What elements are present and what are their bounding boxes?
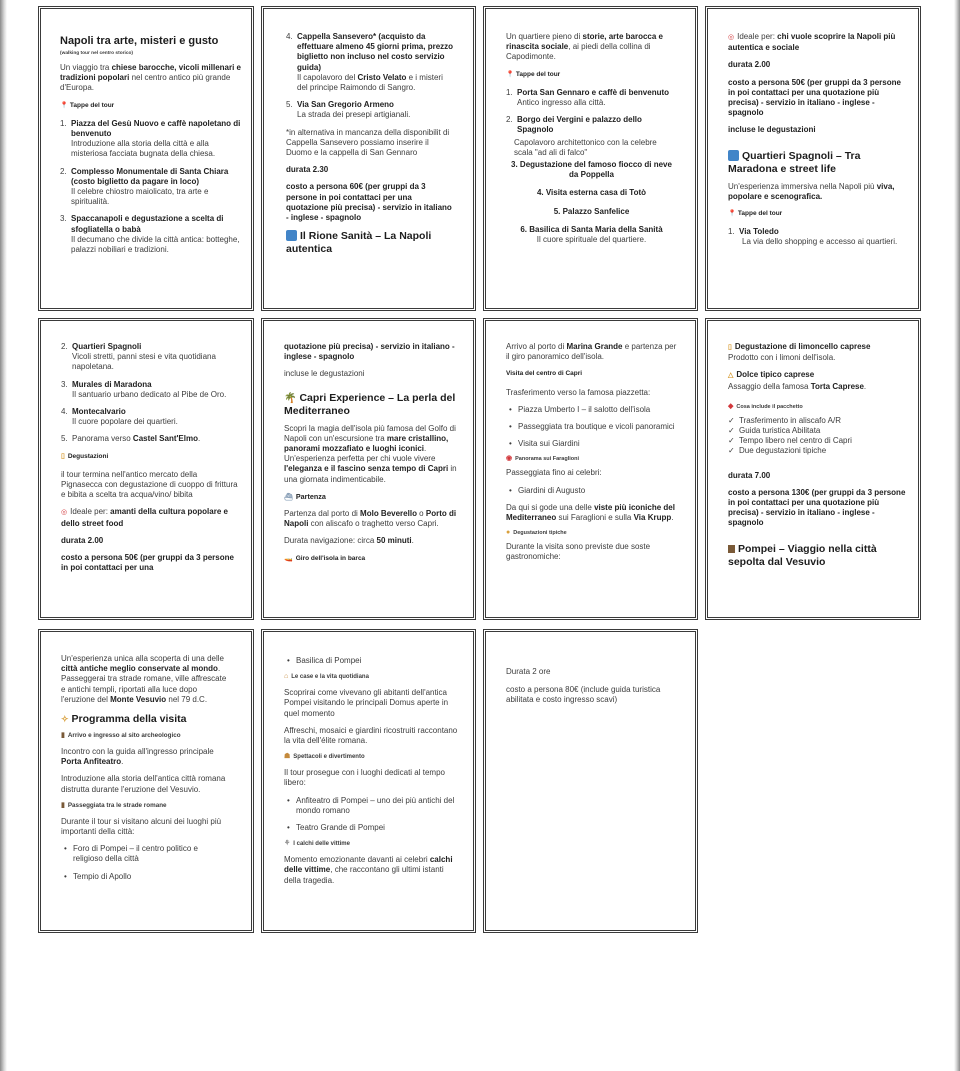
page-edge-left xyxy=(0,0,7,1071)
target-icon: ◎ xyxy=(728,34,735,41)
list-item: 3. Spaccanapoli e degustazione a scelta di sfogliatella o babà Il decumano che divide la città antica: botteghe, palazzi nobiliari e tradizioni. xyxy=(60,214,240,255)
costo: costo a persona 50€ (per gruppi da 3 persone in poi contattaci per una quotazione più precisa) - servizio in italiano - inglese - spagnolo xyxy=(728,77,901,118)
card-capri-price xyxy=(705,318,921,620)
intro: Un quartiere pieno di storie, arte barocca e rinascita sociale, ai piedi della collina di Capodimonte. xyxy=(506,32,663,62)
list-item: 5. Palazzo Sanfelice xyxy=(553,206,630,216)
gift-icon: ◆ xyxy=(728,402,734,410)
card-pompei-cont xyxy=(261,629,476,933)
durata: durata 2.00 xyxy=(61,535,104,545)
partenza-heading: ⛴ Partenza xyxy=(284,491,326,501)
list-item: • Piazza Umberto I – il salotto dell'isola xyxy=(509,404,651,414)
house-icon: ⌂ xyxy=(284,673,289,681)
degustazioni-heading: ● Degustazioni tipiche xyxy=(506,529,567,537)
list-item: 5. Via San Gregorio Armeno La strada dei presepi artigianali. xyxy=(286,100,411,120)
tour-subtitle: (walking tour nel centro storico) xyxy=(60,51,134,56)
list-item: • Foro di Pompei – il centro politico e religioso della città xyxy=(64,844,198,864)
globe-icon xyxy=(728,150,739,161)
intro: Un'esperienza unica alla scoperta di una delle città antiche meglio conservate al mondo. Passeggerai tra strade romane, ville affrescate e antichi templi, riportati alla luce dopo l'eruzione del Monte Vesuvio nel 79 d.C. xyxy=(61,654,227,704)
list-item-desc: Il cuore spirituale del quartiere. xyxy=(536,235,647,245)
case-text: Scoprirai come vivevano gli abitanti dell'antica Pompei visitando le principali Domus aperte in quel momento xyxy=(284,688,449,718)
list-item: • Anfiteatro di Pompei – uno dei più antichi del mondo romano xyxy=(287,795,455,815)
list-item: 2. Complesso Monumentale di Santa Chiara (costo biglietto da pagare in loco) Il celebre chiostro maiolicato, tra arte e spiritualità. xyxy=(60,166,229,207)
spettacoli-heading: ☗ Spettacoli e divertimento xyxy=(284,753,365,761)
list-item: ✓ Trasferimento in aliscafo A/R xyxy=(728,415,841,425)
card-pompei xyxy=(38,629,254,933)
list-item: • Visita sui Giardini xyxy=(509,439,580,449)
vista-text: Da qui si gode una delle viste più iconiche del Mediterraneo sui Faraglioni e sulla Via Krupp. xyxy=(506,502,675,523)
list-item: • Tempio di Apollo xyxy=(64,871,132,881)
camera-icon: ◉ xyxy=(506,455,513,463)
limoncello-desc: Prodotto con i limoni dell'isola. xyxy=(728,353,836,363)
centered-list xyxy=(506,160,677,245)
durata: durata 2.00 xyxy=(728,60,771,70)
incluse: incluse le degustazioni xyxy=(728,125,816,135)
card-napoli-arte xyxy=(38,6,254,311)
road-icon: ▮ xyxy=(61,801,65,809)
pin-icon: 📍 xyxy=(728,210,737,218)
glass-icon: ▯ xyxy=(728,344,732,351)
globe-icon xyxy=(286,230,297,241)
costo-cont: quotazione più precisa) - servizio in italiano - inglese - spagnolo xyxy=(284,342,455,362)
ideale: ◎ Ideale per: amanti della cultura popolare e dello street food xyxy=(61,507,228,528)
durata: durata 2.30 xyxy=(286,165,329,175)
list-item: 3. Murales di Maradona Il santuario urbano dedicato al Pibe de Oro. xyxy=(61,379,227,399)
section-title: 🌴 Capri Experience – La perla del Mediterraneo xyxy=(284,391,456,417)
costo: costo a persona 60€ (per gruppi da 3 persone in poi contattaci per una quotazione più precisa) - servizio in italiano - inglese - spagnolo xyxy=(286,182,452,223)
list-item-desc: Capolavoro architettonico con la celebre scala "ad ali di falco" xyxy=(514,137,657,157)
costo: costo a persona 80€ (include guida turistica abilitata e costo ingresso scavi) xyxy=(506,685,661,705)
panorama-heading: ◉ Panorama sui Faraglioni xyxy=(506,455,579,463)
programma-title: ✧ Programma della visita xyxy=(61,713,187,726)
list-item: 5. Panorama verso Castel Sant'Elmo. xyxy=(61,434,201,444)
tour-title: Napoli tra arte, misteri e gusto xyxy=(60,35,219,47)
theater-icon: ☗ xyxy=(284,753,291,761)
list-item: 1. Porta San Gennaro e caffè di benvenuto Antico ingresso alla città. xyxy=(506,87,670,108)
affreschi: Affreschi, mosaici e giardini ricostruiti raccontano la vita dell'élite romana. xyxy=(284,725,458,746)
trasferimento: Trasferimento verso la famosa piazzetta: xyxy=(506,387,651,397)
list-item: 2. Quartieri Spagnoli Vicoli stretti, panni stesi e vita quotidiana napoletana. xyxy=(61,342,216,372)
costo: costo a persona 130€ (per gruppi da 3 persone in poi contattaci per una quotazione più precisa) - servizio in italiano - inglese - spagnolo xyxy=(728,487,906,528)
card-sanita-price xyxy=(705,6,921,311)
card-quartieri-spagnoli xyxy=(38,318,254,620)
list-item: 4. Montecalvario Il cuore popolare dei quartieri. xyxy=(61,407,178,427)
limoncello-title: ▯ Degustazione di limoncello caprese xyxy=(728,342,871,351)
list-item: 4. Visita esterna casa di Totò xyxy=(536,188,647,198)
palm-icon: 🌴 xyxy=(284,392,297,404)
durante: Durante il tour si visitano alcuni dei luoghi più importanti della città: xyxy=(61,816,222,837)
incluse: incluse le degustazioni xyxy=(284,369,365,379)
card-rione-sanita xyxy=(483,6,698,311)
list-item: ✓ Tempo libero nel centro di Capri xyxy=(728,436,852,446)
check-icon: ✓ xyxy=(728,436,735,446)
section-title: Pompei – Viaggio nella città sepolta dal Vesuvio xyxy=(728,542,877,568)
section-title: Il Rione Sanità – La Napoli autentica xyxy=(286,230,432,256)
giro-heading: 🚤 Giro dell'isola in barca xyxy=(284,554,366,562)
intro: Un'esperienza immersiva nella Napoli più viva, popolare e scenografica. xyxy=(728,181,895,201)
ruins-icon: ▮ xyxy=(61,732,65,740)
intro: Scopri la magia dell'isola più famosa del Golfo di Napoli con un'escursione tra mare cristallino, panorami mozzafiato e luoghi iconici. Un'esperienza perfetta per chi vuole vivere l'eleganza e il fascino senza tempo di Capri in una giornata indimenticabile. xyxy=(284,423,457,484)
passeggiata-heading: ▮ Passeggiata tra le strade romane xyxy=(61,801,167,809)
card-capri-cont xyxy=(483,318,698,620)
boat-icon: ⛴ xyxy=(284,493,293,501)
dolce-desc: Assaggio della famosa Torta Caprese. xyxy=(728,381,867,391)
durata: durata 7.00 xyxy=(728,470,771,480)
intro-storia: Introduzione alla storia dell'antica città romana distrutta durante l'eruzione del Vesuvio. xyxy=(61,774,226,794)
calchi-heading: ⚘ I calchi delle vittime xyxy=(284,840,350,848)
sparkle-icon: ▯ xyxy=(61,452,65,460)
intro: Arrivo al porto di Marina Grande e partenza per il giro panoramico dell'isola. xyxy=(506,342,677,362)
passeggiata: Passeggiata fino ai celebri: xyxy=(506,468,602,478)
section-title: Quartieri Spagnoli – Tra Maradona e street life xyxy=(728,149,861,175)
note: *in alternativa in mancanza della disponibilit di Cappella Sansevero possiamo inserire il Duomo e la cappella di San Gennaro xyxy=(286,127,450,158)
list-item: ✓ Guida turistica Abilitata xyxy=(728,426,821,436)
list-item: 1. Piazza del Gesù Nuovo e caffè napoletano di benvenuto Introduzione alla storia della città e alla misteriosa facciata bugnata della chiesa. xyxy=(60,118,241,159)
ideale: ◎ Ideale per: chi vuole scoprire la Napoli più autentica e sociale xyxy=(728,32,896,53)
durata: Durata 2 ore xyxy=(506,667,551,676)
check-icon: ✓ xyxy=(728,415,735,425)
arrivo-heading: ▮ Arrivo e ingresso al sito archeologico xyxy=(61,732,181,740)
degustazioni-heading: ▯ Degustazioni xyxy=(61,452,109,460)
case-heading: ⌂ Le case e la vita quotidiana xyxy=(284,673,369,681)
degustazioni-text: Durante la visita sono previste due soste gastronomiche: xyxy=(506,542,651,562)
pin-icon: 📍 xyxy=(506,70,515,78)
tappe-heading: 📍 Tappe del tour xyxy=(60,101,115,109)
tour-intro: Un viaggio tra chiese barocche, vicoli millenari e tradizioni popolari nel centro antico più grande d'Europa. xyxy=(60,63,241,93)
incluso-heading: ◆ Cosa include il pacchetto xyxy=(728,402,803,410)
dolce-title: △ Dolce tipico caprese xyxy=(728,370,815,380)
spettacoli-text: Il tour prosegue con i luoghi dedicati al tempo libero: xyxy=(284,768,445,788)
list-item: 3. Degustazione del famoso fiocco di neve da Poppella xyxy=(511,160,672,180)
ruins-icon xyxy=(728,545,735,553)
list-item: • Giardini di Augusto xyxy=(509,485,586,495)
lemon-icon: ● xyxy=(506,529,511,537)
list-item: • Basilica di Pompei xyxy=(287,656,362,665)
costo: costo a persona 50€ (per gruppi da 3 persone in poi contattaci per una xyxy=(61,553,234,573)
visita-heading: Visita del centro di Capri xyxy=(506,370,583,378)
calchi-text: Momento emozionante davanti ai celebri calchi delle vittime, che raccontano gli ultimi istanti della tragedia. xyxy=(284,855,453,885)
list-item: ✓ Due degustazioni tipiche xyxy=(728,446,827,456)
list-item: 2. Borgo dei Vergini e palazzo dello Spagnolo xyxy=(506,115,642,135)
degustazioni-text: il tour termina nell'antico mercato della Pignasecca con degustazione di cuoppo di frittura e bibita a scelta tra acqua/vino/ bibita xyxy=(61,469,238,500)
partenza-text: Partenza dal porto di Molo Beverello o Porto di Napoli con aliscafo o traghetto verso Capri. xyxy=(284,509,457,529)
list-item: • Teatro Grande di Pompei xyxy=(287,823,385,833)
target-icon: ◎ xyxy=(61,509,68,517)
list-item: 1. Via Toledo La via dello shopping e accesso ai quartieri. xyxy=(728,227,898,247)
check-icon: ✓ xyxy=(728,426,735,436)
pin-icon: 📍 xyxy=(60,101,69,109)
boat-icon: 🚤 xyxy=(284,554,293,562)
sparkle-icon: ✧ xyxy=(61,714,69,725)
tappe-heading: 📍 Tappe del tour xyxy=(728,210,783,218)
page-edge-right xyxy=(954,0,960,1071)
card-napoli-arte-cont xyxy=(261,6,476,311)
card-capri xyxy=(261,318,476,620)
cake-icon: △ xyxy=(728,372,734,380)
list-item: • Passeggiata tra boutique e vicoli panoramici xyxy=(509,422,675,432)
list-item: 4. Cappella Sansevero* (acquisto da effettuare almeno 45 giorni prima, prezzo biglietto non incluso nel costo servizio guida) Il capolavoro del Cristo Velato e i misteri del principe Raimondo di Sangro. xyxy=(286,32,454,93)
navigazione: Durata navigazione: circa 50 minuti. xyxy=(284,536,414,546)
tappe-heading: 📍 Tappe del tour xyxy=(506,70,561,78)
check-icon: ✓ xyxy=(728,446,735,456)
flower-icon: ⚘ xyxy=(284,840,291,848)
list-item: 6. Basilica di Santa Maria della Sanità xyxy=(520,224,663,234)
card-pompei-price xyxy=(483,629,698,933)
incontro: Incontro con la guida all'ingresso principale Porta Anfiteatro. xyxy=(61,747,214,767)
